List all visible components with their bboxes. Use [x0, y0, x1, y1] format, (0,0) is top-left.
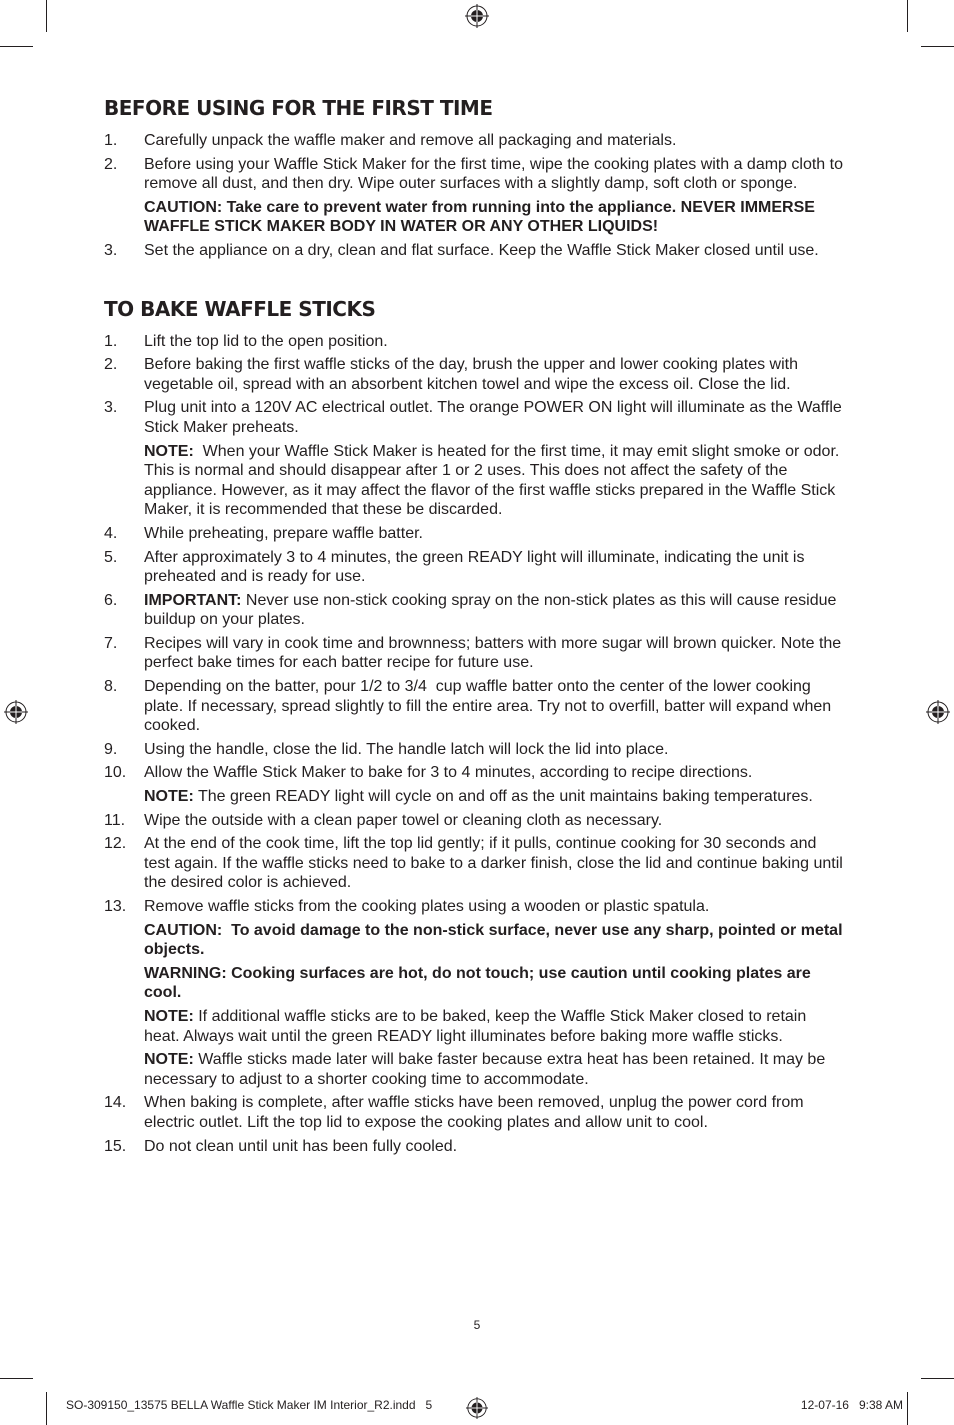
caution-text: CAUTION: Take care to prevent water from running into the appliance. NEVER IMMERSE WAFFLE STICK MAKER BODY IN WATER OR ANY OTHER LIQUIDS! — [144, 198, 815, 236]
step-number: 13. — [104, 898, 127, 915]
step-text: At the end of the cook time, lift the top lid gently; if it pulls, continue cooking for 30 seconds and test again. If the waffle sticks need to bake to a darker finish, close the lid and continue baking until the desired color is achieved. — [144, 835, 843, 892]
note-label: NOTE: — [144, 1007, 194, 1025]
step-number: 5. — [104, 548, 118, 566]
crop-mark — [907, 0, 908, 32]
list-item — [104, 1093, 846, 1132]
warning-text: WARNING: Cooking surfaces are hot, do not touch; use caution until cooking plates are cool. — [144, 964, 811, 1002]
note — [144, 1050, 846, 1089]
step-number: 1. — [104, 132, 118, 149]
step-number: 11. — [104, 811, 126, 829]
step-text: Set the appliance on a dry, clean and flat surface. Keep the Waffle Stick Maker closed until use. — [144, 241, 819, 259]
section-heading-bake: TO BAKE WAFFLE STICKS — [104, 296, 376, 321]
list-item — [104, 591, 846, 630]
list-item — [104, 834, 846, 893]
print-slug-timestamp: 12-07-16 9:38 AM — [800, 1398, 903, 1412]
step-text: Remove waffle sticks from the cooking plates using a wooden or plastic spatula. — [144, 898, 710, 915]
note-text: The green READY light will cycle on and off as the unit maintains baking temperatures. — [193, 788, 813, 806]
list-item — [104, 355, 846, 394]
crop-mark — [46, 1392, 47, 1425]
section-heading-first-time: BEFORE USING FOR THE FIRST TIME — [104, 96, 493, 120]
step-text: Depending on the batter, pour 1/2 to 3/4 cup waffle batter onto the center of the lower cooking plate. If necessary, spread slightly to fill the entire area. Try not to overfill, batter will expand when cooked. — [144, 678, 836, 735]
list-item — [104, 548, 846, 587]
crop-mark — [0, 46, 33, 47]
list-item — [104, 763, 846, 806]
step-text: Lift the top lid to the open position. — [144, 332, 388, 350]
crop-mark — [921, 46, 954, 47]
note-label: NOTE: — [144, 1051, 194, 1069]
list-item — [104, 897, 846, 1089]
list-item — [104, 131, 846, 151]
step-text: Wipe the outside with a clean paper towel or cleaning cloth as necessary. — [144, 811, 663, 829]
list-item — [104, 1137, 846, 1157]
print-slug-filename: SO-309150_13575 BELLA Waffle Stick Maker IM Interior_R2.indd 5 — [66, 1398, 433, 1412]
step-text: Recipes will vary in cook time and brownness; batters with more sugar will brown quicker. Note the perfect bake times for each batter recipe for future use. — [144, 634, 842, 672]
step-number: 4. — [104, 524, 118, 542]
note-text: When your Waffle Stick Maker is heated for the first time, it may emit slight smoke or odor. This is normal and should disappear after 1 or 2 uses. This does not affect the safety of the appliance. However, as it may affect the flavor of the first waffle sticks prepared in the Waffle Stick Maker, it is recommended that these be discarded. — [144, 442, 844, 519]
step-text: When baking is complete, after waffle sticks have been removed, unplug the power cord from electric outlet. Lift the top lid to expose the cooking plates and allow unit to cool. — [144, 1094, 804, 1131]
step-number: 2. — [104, 155, 118, 173]
note — [144, 1007, 846, 1046]
crop-mark — [921, 1378, 954, 1379]
first-time-steps — [104, 131, 846, 261]
step-number: 2. — [104, 356, 118, 374]
list-item — [104, 524, 846, 544]
crop-mark — [0, 1378, 33, 1379]
registration-mark-icon — [926, 700, 950, 724]
list-item — [104, 634, 846, 673]
step-text: Allow the Waffle Stick Maker to bake for 3 to 4 minutes, according to recipe directions. — [144, 764, 753, 782]
step-number: 12. — [104, 835, 127, 853]
page-number: 5 — [473, 1318, 481, 1332]
caution-text: CAUTION: To avoid damage to the non-stick surface, never use any sharp, pointed or metal objects. — [144, 921, 847, 959]
step-number: 15. — [104, 1137, 127, 1155]
registration-mark-icon — [465, 4, 489, 28]
list-item — [104, 155, 846, 237]
step-text: Before baking the first waffle sticks of the day, brush the upper and lower cooking plates with vegetable oil, spread with an absorbent kitchen towel and wipe the excess oil. Close the lid. — [144, 356, 798, 393]
step-text: Carefully unpack the waffle maker and remove all packaging and materials. — [144, 132, 677, 149]
list-item — [104, 811, 846, 831]
note-label: NOTE: — [144, 442, 194, 460]
note — [144, 787, 846, 807]
step-number: 7. — [104, 634, 118, 652]
list-item — [104, 398, 846, 520]
list-item — [104, 677, 846, 736]
step-number: 14. — [104, 1094, 127, 1112]
page-content — [104, 96, 846, 1160]
step-text: After approximately 3 to 4 minutes, the green READY light will illuminate, indicating the unit is preheated and is ready for use. — [144, 548, 805, 586]
bake-steps — [104, 332, 846, 1157]
note-label: NOTE: — [144, 788, 194, 806]
step-number: 6. — [104, 591, 118, 609]
crop-mark — [46, 0, 47, 32]
note-text: Waffle sticks made later will bake faster because extra heat has been retained. It may be necessary to adjust to a shorter cooking time to accommodate. — [144, 1051, 826, 1088]
step-number: 9. — [104, 740, 118, 758]
step-number: 10. — [104, 764, 127, 782]
list-item — [104, 241, 846, 261]
registration-mark-icon — [4, 700, 28, 724]
step-text: Using the handle, close the lid. The handle latch will lock the lid into place. — [144, 740, 669, 758]
step-text: While preheating, prepare waffle batter. — [144, 524, 423, 542]
step-number: 3. — [104, 241, 118, 259]
step-text: Before using your Waffle Stick Maker for the first time, wipe the cooking plates with a damp cloth to remove all dust, and then dry. Wipe outer surfaces with a slightly damp, soft cloth or sponge. — [144, 155, 843, 193]
note-text: If additional waffle sticks are to be baked, keep the Waffle Stick Maker closed to retain heat. Always wait until the green READY light illuminates before baking more waffle sticks. — [144, 1007, 807, 1045]
registration-mark-icon — [466, 1397, 488, 1419]
step-text: Never use non-stick cooking spray on the non-stick plates as this will cause residue buildup on your plates. — [144, 591, 837, 629]
step-number: 3. — [104, 399, 118, 417]
step-text: Plug unit into a 120V AC electrical outlet. The orange POWER ON light will illuminate as the Waffle Stick Maker preheats. — [144, 399, 842, 436]
crop-mark — [907, 1392, 908, 1425]
list-item — [104, 740, 846, 760]
step-text: Do not clean until unit has been fully cooled. — [144, 1137, 458, 1155]
list-item — [104, 332, 846, 352]
step-number: 1. — [104, 332, 118, 350]
note — [144, 442, 846, 520]
step-number: 8. — [104, 678, 118, 696]
important-label: IMPORTANT: — [144, 591, 242, 609]
